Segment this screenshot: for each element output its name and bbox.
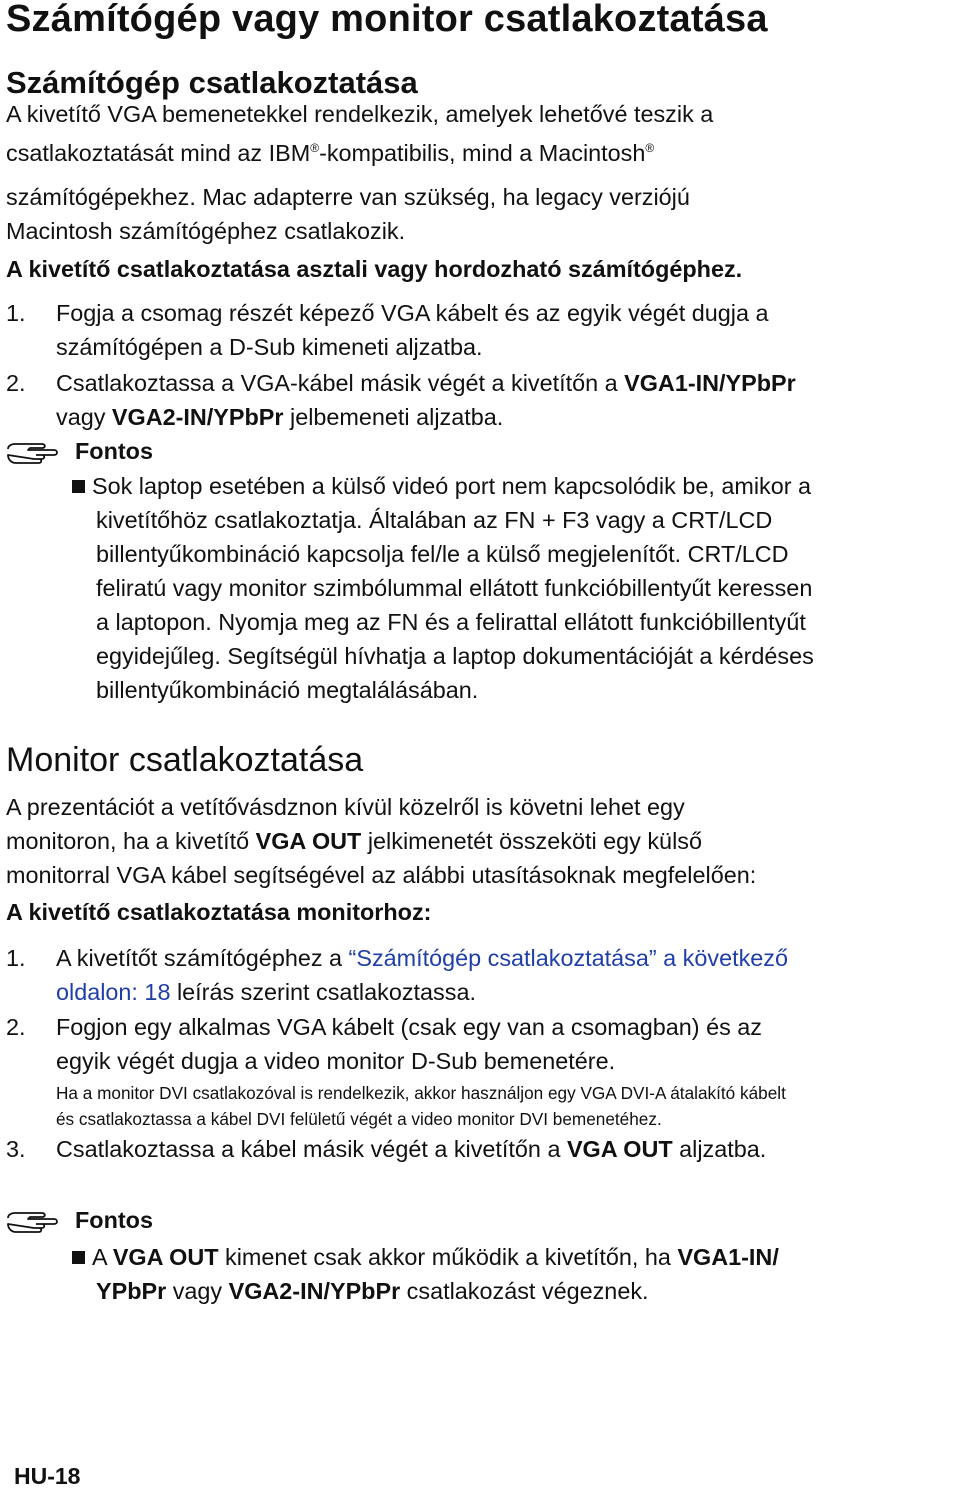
- monitor-intro-line-3: monitorral VGA kábel segítségével az alábbi utasításoknak megfelelően:: [6, 862, 757, 888]
- cross-reference-link[interactable]: oldalon: 18: [56, 979, 171, 1005]
- page-number: HU-18: [14, 1463, 81, 1489]
- section-heading-monitor: Monitor csatlakoztatása: [6, 741, 364, 779]
- monitor-intro-line-1: A prezentációt a vetítővásdznon kívül közelről is követni lehet egy: [6, 794, 685, 820]
- note-label: Fontos: [75, 1207, 153, 1233]
- step-number: 2.: [6, 370, 26, 396]
- page-title: Számítógép vagy monitor csatlakoztatása: [6, 0, 768, 40]
- step-text-line-2: oldalon: 18 leírás szerint csatlakoztassa.: [56, 979, 476, 1005]
- pointing-hand-icon: [6, 437, 64, 467]
- note-bullet: A VGA OUT kimenet csak akkor működik a kivetítőn, ha VGA1-IN/: [72, 1240, 779, 1274]
- intro-line-3: számítógépekhez. Mac adapterre van szükség, ha legacy verziójú: [6, 184, 690, 210]
- step-text-line-1: A kivetítőt számítógéphez a “Számítógép csatlakoztatása” a következő: [56, 945, 788, 971]
- note-line: YPbPr vagy VGA2-IN/YPbPr csatlakozást végeznek.: [96, 1278, 649, 1304]
- subheading-desktop-laptop: A kivetítő csatlakoztatása asztali vagy hordozható számítógéphez.: [6, 256, 743, 282]
- subheading-monitor: A kivetítő csatlakoztatása monitorhoz:: [6, 899, 432, 925]
- step-text-line-1: Fogja a csomag részét képező VGA kábelt és az egyik végét dugja a: [56, 300, 769, 326]
- pointing-hand-icon: [6, 1206, 64, 1236]
- monitor-step-2-note-1: Ha a monitor DVI csatlakozóval is rendelkezik, akkor használjon egy VGA DVI-A átalakító kábelt: [56, 1083, 786, 1103]
- step-text-line-2: vagy VGA2-IN/YPbPr jelbemeneti aljzatba.: [56, 404, 504, 430]
- note-line: kivetítőhöz csatlakoztatja. Általában az FN + F3 vagy a CRT/LCD: [96, 507, 773, 533]
- monitor-step-2-note-2: és csatlakoztassa a kábel DVI felületű végét a video monitor DVI bemenetéhez.: [56, 1109, 662, 1129]
- step-number: 3.: [6, 1136, 26, 1162]
- step-text: Csatlakoztassa a kábel másik végét a kivetítőn a VGA OUT aljzatba.: [56, 1136, 767, 1162]
- note-bullet: Sok laptop esetében a külső videó port nem kapcsolódik be, amikor a: [72, 469, 811, 503]
- note-line: a laptopon. Nyomja meg az FN és a felirattal ellátott funkcióbillentyűt: [96, 609, 806, 635]
- step-text-line-1: Csatlakoztassa a VGA-kábel másik végét a kivetítőn a VGA1-IN/YPbPr: [56, 370, 796, 396]
- registered-mark: ®: [310, 141, 320, 155]
- note-line: billentyűkombináció megtalálásában.: [96, 677, 479, 703]
- intro-line-4: Macintosh számítógéphez csatlakozik.: [6, 218, 406, 244]
- step-number: 1.: [6, 945, 26, 971]
- cross-reference-link[interactable]: “Számítógép csatlakoztatása” a következő: [348, 945, 788, 971]
- step-number: 2.: [6, 1014, 26, 1040]
- note-line: billentyűkombináció kapcsolja fel/le a külső megjelenítőt. CRT/LCD: [96, 541, 789, 567]
- step-number: 1.: [6, 300, 26, 326]
- registered-mark: ®: [645, 141, 655, 155]
- note-label: Fontos: [75, 438, 153, 464]
- note-line: feliratú vagy monitor szimbólummal ellátott funkcióbillentyűt keressen: [96, 575, 813, 601]
- intro-line-2: csatlakoztatását mind az IBM®-kompatibilis, mind a Macintosh®: [6, 139, 655, 166]
- monitor-intro-line-2: monitoron, ha a kivetítő VGA OUT jelkimenetét összeköti egy külső: [6, 828, 702, 854]
- intro-line-1: A kivetítő VGA bemenetekkel rendelkezik, amelyek lehetővé teszik a: [6, 101, 714, 127]
- step-text-line-1: Fogjon egy alkalmas VGA kábelt (csak egy van a csomagban) és az: [56, 1014, 762, 1040]
- step-text-line-2: egyik végét dugja a video monitor D-Sub bemenetére.: [56, 1048, 616, 1074]
- note-line: egyidejűleg. Segítségül hívhatja a laptop dokumentációját a kérdéses: [96, 643, 814, 669]
- section-heading-computer: Számítógép csatlakoztatása: [6, 65, 418, 100]
- step-text-line-2: számítógépen a D-Sub kimeneti aljzatba.: [56, 334, 483, 360]
- square-bullet-icon: [72, 1251, 85, 1264]
- square-bullet-icon: [72, 480, 85, 493]
